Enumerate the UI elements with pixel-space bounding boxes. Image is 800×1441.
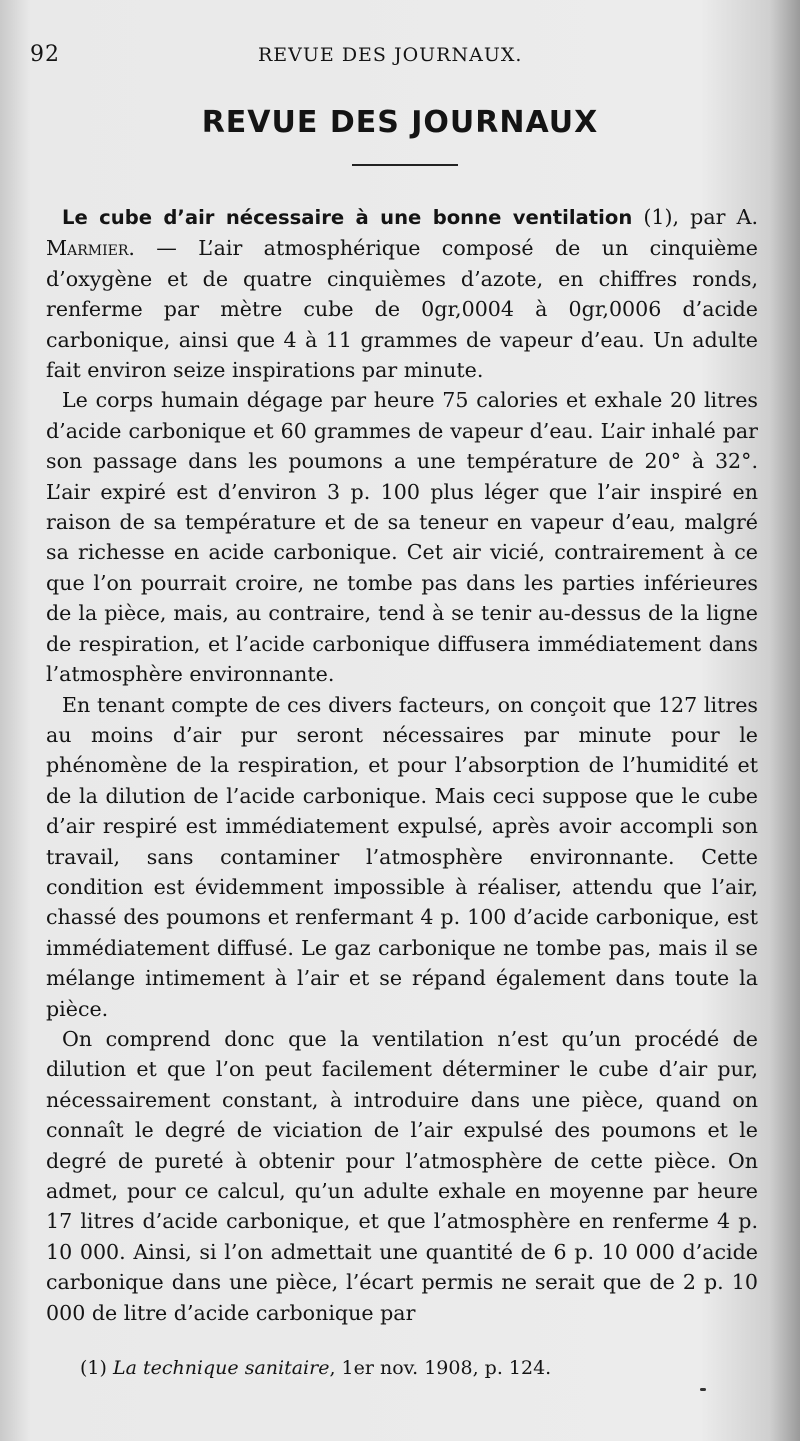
page-header [0,42,800,76]
author-name: Marmier [46,236,129,261]
footnote [80,1357,760,1379]
paragraph-2: Le corps humain dégage par heure 75 calories et exhale 20 litres d’acide carbonique et 60 grammes de vapeur d’eau. L’air inhalé par son passage dans les poumons a une température de 20° à 32°. L’air expiré est d’environ 3 p. 100 plus léger que l’air inspiré en raison de sa température et de sa teneur en vapeur d’eau, malgré sa richesse en acide carbonique. Cet air vicié, contrairement à ce que l’on pourrait croire, ne tombe pas dans les parties inférieures de la pièce, mais, au contraire, tend à se tenir au-dessus de la ligne de respiration, et l’acide carbonique diffusera immédiatement dans l’atmosphère environnante. [46,388,758,687]
title-rule [352,164,458,166]
print-speck [700,1388,706,1391]
article-lead-title: Le cube d’air nécessaire à une bonne ventilation [62,206,633,229]
footnote-citation: , 1er nov. 1908, p. 124. [329,1357,552,1379]
section-title: REVUE DES JOURNAUX [201,105,599,140]
footnote-source: La technique sanitaire [112,1357,330,1379]
footnote-reference: (1), [632,205,680,229]
paragraph-3: En tenant compte de ces divers facteurs, on conçoit que 127 litres au moins d’air pur seront nécessaires par minute pour le phénomène de la respiration, et pour l’absorption de l’humidité et de la dilution de l’acide carbonique. Mais ceci suppose que le cube d’air respiré est immédiatement expulsé, après avoir accompli son travail, sans contaminer l’atmosphère environnante. Cette condition est évidemment impossible à réaliser, attendu que l’air, chassé des poumons et renfermant 4 p. 100 d’acide carbonique, est immédiatement diffusé. Le gaz carbonique ne tombe pas, mais il se mélange intimement à l’air et se répand également dans toute la pièce. [46,692,758,1021]
paragraph-1 [46,202,758,385]
author-prefix: par A. [679,205,758,229]
article-body [46,202,758,1328]
paragraph-4: On comprend donc que la ventilation n’est qu’un procédé de dilution et que l’on peut facilement déterminer le cube d’air pur, nécessairement constant, à introduire dans une pièce, quand on connaît le degré de viciation de l’air expulsé des poumons et le degré de pureté à obtenir pour l’atmosphère de cette pièce. On admet, pour ce calcul, qu’un adulte exhale en moyenne par heure 17 litres d’acide carbonique, et que l’atmosphère en renferme 4 p. 10 000. Ainsi, si l’on admettait une quantité de 6 p. 10 000 d’acide carbonique dans une pièce, l’écart permis ne serait que de 2 p. 10 000 de litre d’acide carbonique par [46,1026,758,1325]
paragraph-1-text: . — L’air atmosphérique composé de un cinquième d’oxygène et de quatre cinquièmes d’azote, en chiffres ronds, renferme par mètre cube de 0gr,0004 à 0gr,0006 d’acide carbonique, ainsi que 4 à 11 grammes de vapeur d’eau. Un adulte fait environ seize inspirations par minute. [46,236,758,383]
running-title: REVUE DES JOURNAUX. [258,44,523,66]
page-number: 92 [30,42,60,67]
footnote-marker: (1) [80,1357,113,1379]
